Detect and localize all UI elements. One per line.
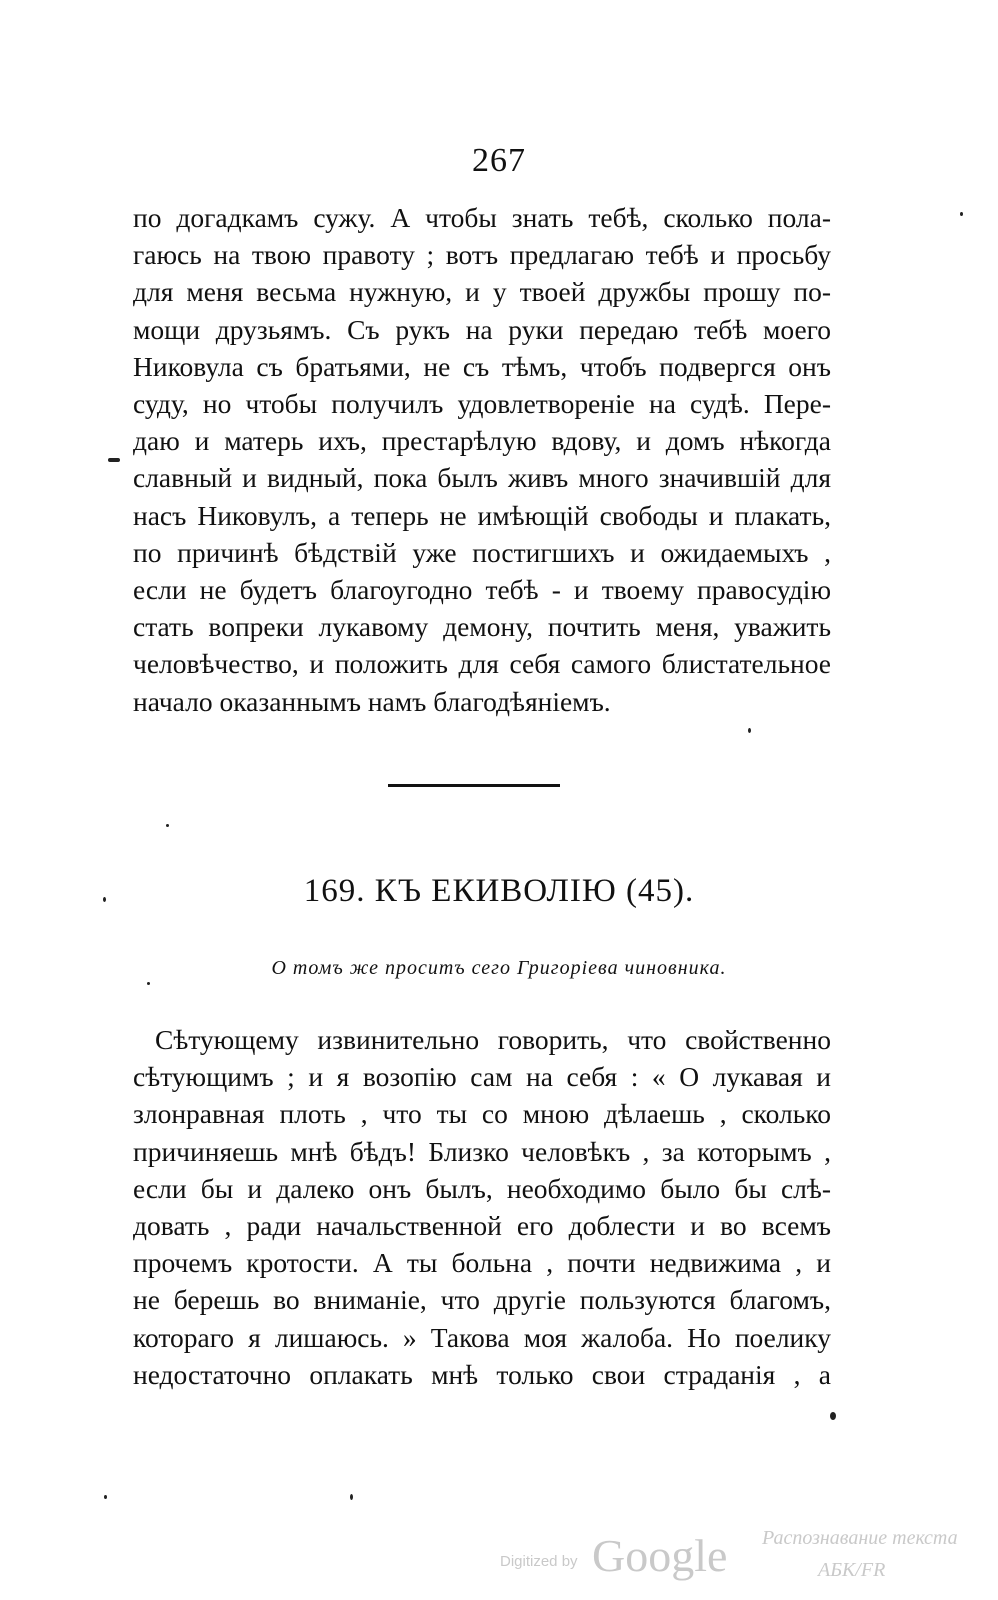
scan-speck	[960, 212, 963, 216]
text-line: славный и видный, пока былъ живъ много значившій для	[133, 462, 831, 494]
text-line: прочемъ кротости. А ты больна , почти недвижима , и	[133, 1247, 831, 1279]
scan-speck	[748, 728, 751, 733]
text-line: причиняешь мнѣ бѣдъ! Близко человѣкъ , за которымъ ,	[133, 1135, 831, 1167]
section-subtitle: О томъ же проситъ сего Григоріева чиновника.	[271, 957, 727, 979]
section-title: 169. КЪ ЕКИВОЛІЮ (45).	[303, 873, 695, 909]
paragraph-continued	[133, 199, 831, 720]
text-line: злонравная плоть , что ты со мною дѣлаешь , сколько	[133, 1098, 831, 1130]
scan-speck	[830, 1412, 836, 1420]
watermark-digitized-label: Digitized by	[500, 1553, 578, 1570]
scan-speck	[108, 458, 120, 462]
scan-speck	[350, 1494, 353, 1500]
section-divider	[388, 784, 560, 787]
text-line: даю и матерь ихъ, престарѣлую вдову, и домъ нѣкогда	[133, 425, 831, 457]
watermark-ocr-credit: АБК/FR	[818, 1559, 886, 1581]
text-line: если бы и далеко онъ былъ, необходимо было бы слѣ-	[133, 1172, 831, 1204]
text-line: по причинѣ бѣдствій уже постигшихъ и ожидаемыхъ ,	[133, 536, 831, 568]
letter-body	[133, 1021, 831, 1393]
text-line: Сѣтующему извинительно говорить, что свойственно	[155, 1024, 831, 1055]
text-line: сѣтующимъ ; и я возопію сам на себя : « О лукавая и	[133, 1061, 831, 1093]
text-line: не берешь во вниманіе, что другіе пользуются благомъ,	[133, 1284, 831, 1316]
text-line: по догадкамъ сужу. А чтобы знать тебѣ, сколько пола-	[133, 202, 831, 233]
text-line: гаюсь на твою правоту ; вотъ предлагаю тебѣ и просьбу	[133, 239, 831, 271]
scan-speck	[103, 897, 106, 902]
digitization-watermark	[500, 1525, 980, 1595]
text-line: насъ Никовулъ, а теперь не имѣющій свободы и плакать,	[133, 499, 831, 531]
watermark-ocr-label: Распознавание текста	[762, 1527, 958, 1549]
text-line: человѣчество, и положить для себя самого блистательное	[133, 648, 831, 680]
scan-speck	[166, 824, 169, 827]
page-number: 267	[472, 142, 526, 179]
text-line: довать , ради начальственной его доблести и во всемъ	[133, 1210, 831, 1242]
text-line: суду, но чтобы получилъ удовлетвореніе на судѣ. Пере-	[133, 388, 831, 420]
text-line: Никовула съ братьями, не съ тѣмъ, чтобъ подвергся онъ	[133, 350, 831, 382]
text-line: котораго я лишаюсь. » Такова моя жалоба. Но поелику	[133, 1321, 831, 1353]
text-line: начало оказаннымъ намъ благодѣяніемъ.	[133, 685, 611, 717]
scan-speck	[104, 1495, 107, 1499]
text-line: мощи друзьямъ. Съ рукъ на руки передаю тебѣ моего	[133, 313, 831, 345]
text-line: если не будетъ благоугодно тебѣ - и твоему правосудію	[133, 574, 831, 606]
scan-speck	[147, 982, 150, 985]
google-logo: Google	[592, 1530, 728, 1581]
text-line: стать вопреки лукавому демону, почтить меня, уважить	[133, 611, 831, 643]
text-line: недостаточно оплакать мнѣ только свои страданія , а	[133, 1358, 831, 1390]
text-line: для меня весьма нужную, и у твоей дружбы прошу по-	[133, 276, 831, 308]
